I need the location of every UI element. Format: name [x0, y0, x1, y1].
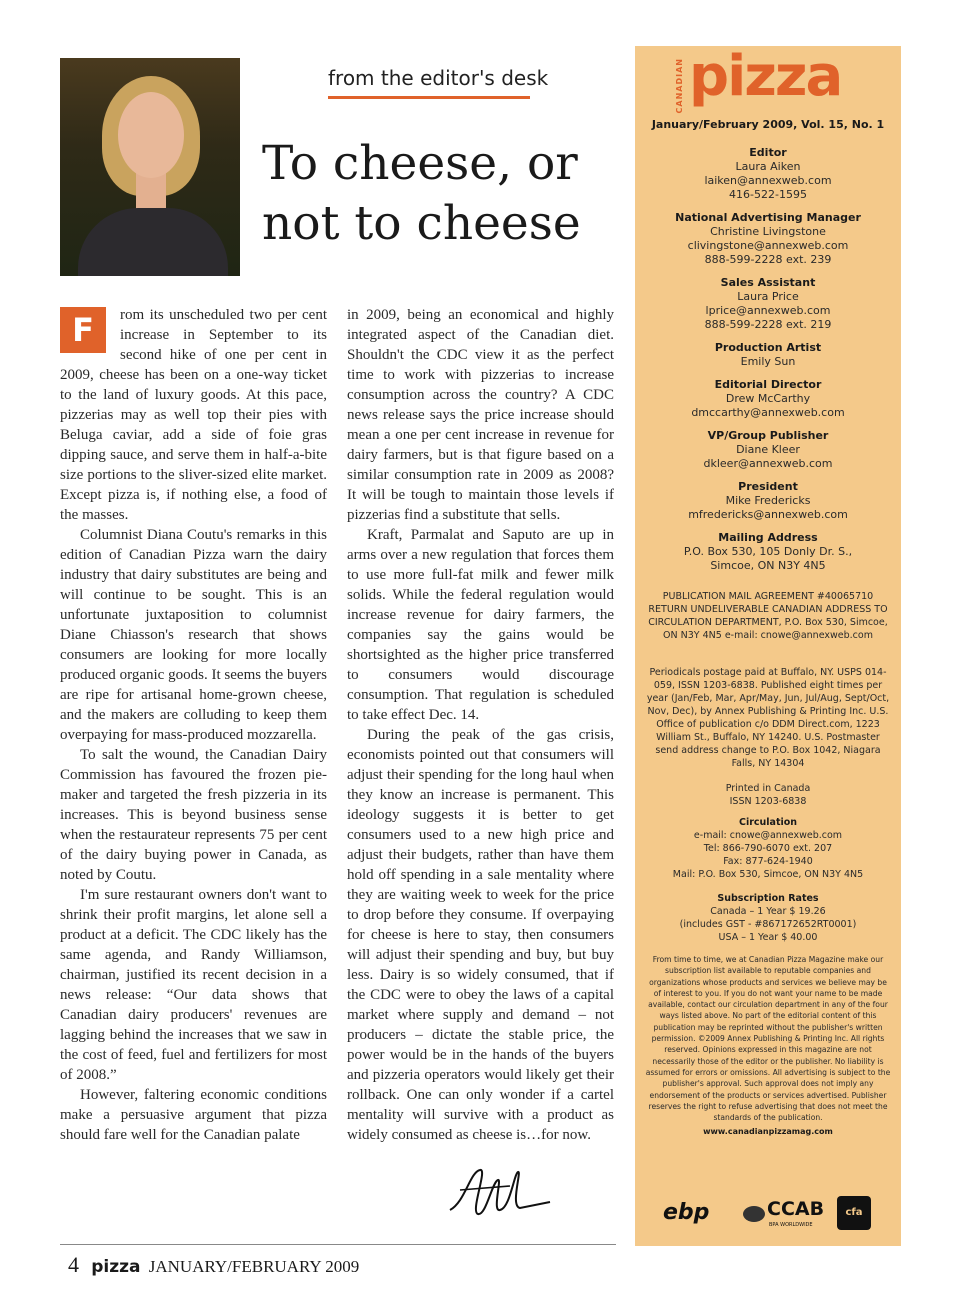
article-column-2	[347, 305, 614, 1145]
masthead-entry: VP/Group Publisher Diane Kleer dkleer@annexweb.com	[703, 429, 833, 470]
ccab-swoosh-icon	[743, 1206, 765, 1222]
website: www.canadianpizzamag.com	[703, 1127, 833, 1136]
article-column-1	[60, 305, 327, 1145]
masthead-entry: National Advertising Manager Christine Livingstone clivingstone@annexweb.com 888-599-2228 ext. 239	[675, 211, 861, 266]
page-number: 4	[68, 1252, 79, 1277]
article-paragraph: F rom its unscheduled two per cent increase in September to its second hike of one per cent in 2009, cheese has been on a one-way ticket to the land of luxury goods. At this pace, pizzerias may as well top their pies with Beluga caviar, add a side of foie gras dipping sauce, and serve them in half-a-bite size portions to the sliver-sized elite market. Except pizza is, if nothing else, a food of the masses.	[60, 307, 327, 523]
footer-rule	[60, 1244, 616, 1245]
publication-agreement: PUBLICATION MAIL AGREEMENT #40065710 RETURN UNDELIVERABLE CANADIAN ADDRESS TO CIRCULATION DEPARTMENT, P.O. Box 530, Simcoe, ON N3Y 4N5 e-mail: cnowe@annexweb.com	[648, 591, 888, 641]
periodicals-notice: Periodicals postage paid at Buffalo, NY. USPS 014-059, ISSN 1203-6838. Published eight times per year (Jan/Feb, Mar, Apr/May, Jun, Jul/Aug, Sept/Oct, Nov, Dec), by Annex Publishing & Printing Inc. U.S. Office of publication c/o DDM Direct.com, 1223 William St., Buffalo, NY 14240. U.S. Postmaster send address change to P.O. Box 1042, Niagara Falls, NY 14304	[646, 667, 890, 769]
masthead-entry: Editor Laura Aiken laiken@annexweb.com 416-522-1595	[704, 146, 832, 201]
article-paragraph: However, faltering economic conditions make a persuasive argument that pizza should fare well for the Canadian palate	[60, 1087, 327, 1143]
masthead-entry: Production Artist Emily Sun	[714, 341, 822, 368]
article-paragraph: Kraft, Parmalat and Saputo are up in arms over a new regulation that forces them to use more full-fat milk and fewer milk solids. While the federal regulation would increase revenue for dairy farmers, the companies say the gains would be shortsighted as the higher price transferred to consumers would discourage consumption. That regulation is scheduled to take effect Dec. 14.	[347, 527, 614, 723]
logo-canadian: CANADIAN	[675, 58, 684, 114]
article-paragraph: I'm sure restaurant owners don't want to shrink their profit margins, let alone sell a product at a deficit. The CDC likely has the same agenda, and Randy Williamson, chairman, justified its recent decision in a news release: “Our data shows that Canadian dairy producers' revenues are lagging behind the increases that we saw in the cost of feed, fuel and fertilizers for most of 2008.”	[60, 887, 327, 1083]
footer-brand: pizza	[91, 1257, 141, 1277]
ccab-logo: CCAB BPA WORLDWIDE	[743, 1196, 823, 1232]
masthead-sidebar	[635, 46, 901, 1246]
masthead-entry: Mailing Address P.O. Box 530, 105 Donly Dr. S., Simcoe, ON N3Y 4N5	[683, 531, 853, 572]
cfa-logo: cfa	[837, 1196, 871, 1230]
editor-signature	[440, 1162, 560, 1222]
subscription-block: Subscription Rates Canada – 1 Year $ 19.26 (includes GST - #867172652RT0001) USA – 1 Year $ 40.00	[679, 893, 857, 943]
circulation-block: Circulation e-mail: cnowe@annexweb.com Tel: 866-790-6070 ext. 207 Fax: 877-624-1940 Mail: P.O. Box 530, Simcoe, ON N3Y 4N5	[672, 817, 864, 880]
printed-in: Printed in Canada ISSN 1203-6838	[725, 783, 811, 807]
footer-issue: JANUARY/FEBRUARY 2009	[148, 1257, 360, 1276]
editor-photo	[60, 58, 240, 276]
photo-shirt	[78, 208, 228, 276]
masthead-entry: Editorial Director Drew McCarthy dmccarthy@annexweb.com	[691, 378, 845, 419]
article-paragraph: Columnist Diana Coutu's remarks in this edition of Canadian Pizza warn the dairy industry that dairy substitutes are being and will continue to be sought. This is an unfortunate juxtaposition to columnist Diane Chiasson's research that shows consumers are looking for more locally produced organic goods. It seems the buyers are ripe for artisanal home-grown cheese, and the makers are colluding to keep them overpaying for mass-produced mozzarella.	[60, 527, 327, 743]
masthead-list	[635, 146, 901, 582]
masthead-entry: President Mike Fredericks mfredericks@annexweb.com	[688, 480, 848, 521]
logo-word: pizza	[689, 44, 842, 109]
section-kicker: from the editor's desk	[328, 66, 549, 90]
canadian-pizza-logo	[675, 44, 875, 114]
page-footer	[68, 1252, 359, 1278]
membership-badges	[657, 1194, 887, 1236]
kicker-underline	[328, 96, 530, 99]
article-paragraph: in 2009, being an economical and highly integrated aspect of the Canadian diet. Shouldn't the CDC view it as the perfect time to work with pizzerias to increase consumption across the country? A CDC news release says the price increase should mean a one per cent increase in revenue for dairy farmers, but is that figure based on a similar consumption rate in 2009 as 2008? It will be tough to maintain those levels if pizzerias find a substitute that sells.	[347, 307, 614, 523]
drop-cap: F	[60, 307, 106, 353]
issue-line: January/February 2009, Vol. 15, No. 1	[651, 118, 885, 131]
masthead-entry: Sales Assistant Laura Price lprice@annexweb.com 888-599-2228 ext. 219	[704, 276, 832, 331]
article-paragraph: To salt the wound, the Canadian Dairy Commission has favoured the frozen pie-maker and targeted the fresh pizzeria in its increases. This is beyond business sense when the restaurateur represents 75 per cent of the dairy buying power in Canada, as noted by Coutu.	[60, 747, 327, 883]
photo-face	[118, 92, 184, 178]
fine-print: From time to time, we at Canadian Pizza Magazine make our subscription list available to reputable companies and organizations whose products and services we believe may be of interest to you. If you do not want your name to be made available, contact our circulation department in any of the four ways listed above. No part of the editorial content of this publication may be reprinted without the publisher's written permission. ©2009 Annex Publishing & Printing Inc. All rights reserved. Opinions expressed in this magazine are not necessarily those of the editor or the publisher. No liability is assumed for errors or omissions. All advertising is subject to the publisher's approval. Such approval does not imply any endorsement of the products or services advertised. Publisher reserves the right to refuse advertising that does not meet the standards of the publication.	[645, 955, 891, 1123]
headline: To cheese, or not to cheese	[262, 136, 581, 251]
article-paragraph: During the peak of the gas crisis, economists pointed out that consumers will adjust their spending for the long haul when they know an increase is permanent. This ideology suggests it is better to get consumers used to a new high price and adjust their budgets, rather than have them hold off spending in a sale mentality where they are waiting week to week for the price to drop before they consume. If overpaying for cheese is here to stay, then consumers will adjust their spending and buy, but buy less. Dairy is so widely consumed, that if the CDC were to obey the laws of a capital market where supply and demand – not producers – dictate the stable price, the power would be in the hands of the buyers and pizzeria operators would likely get their rollback. One can only wonder if a cartel mentality will survive with a product as widely consumed as cheese is…for now.	[347, 727, 614, 1143]
ebp-logo: ebp	[663, 1200, 710, 1225]
